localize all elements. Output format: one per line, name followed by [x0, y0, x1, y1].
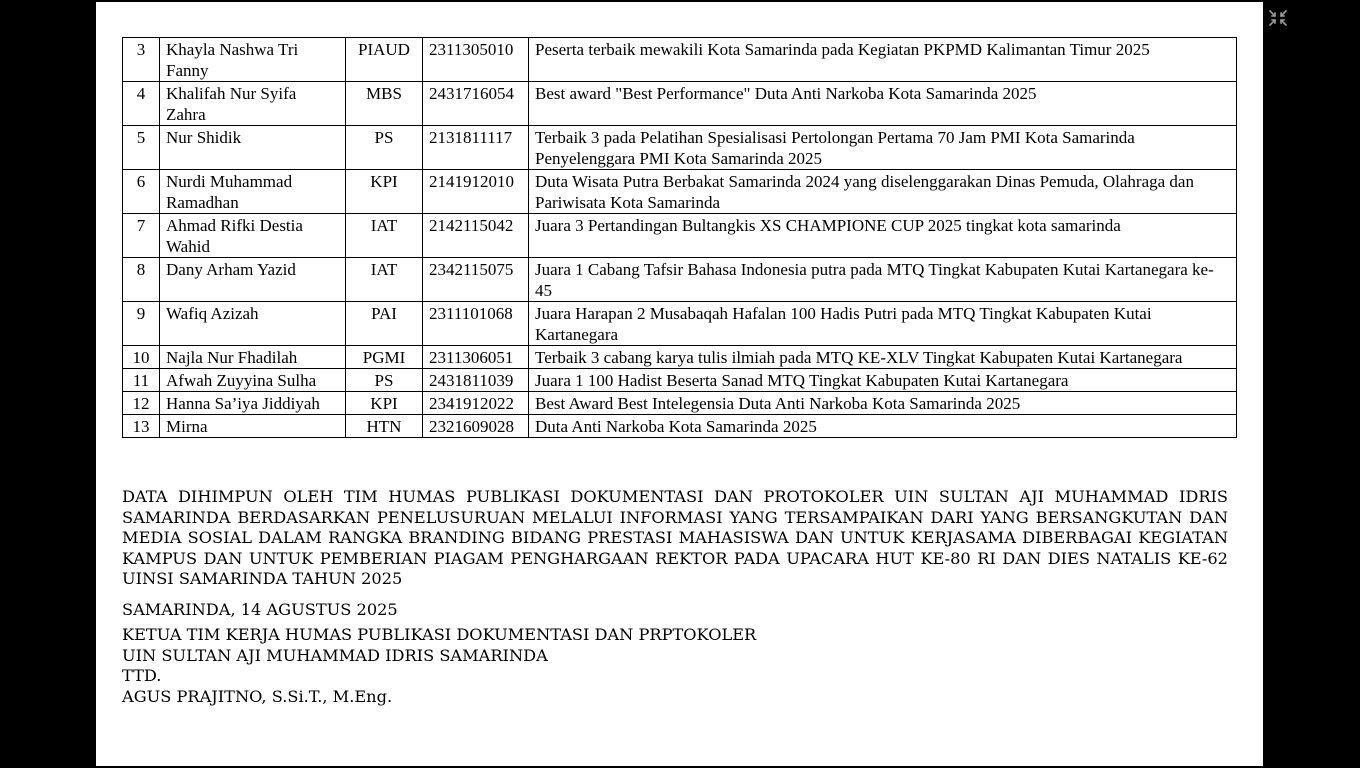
cell-name: Mirna — [160, 415, 346, 438]
cell-prodi: PS — [346, 369, 423, 392]
cell-name: Khalifah Nur Syifa Zahra — [160, 82, 346, 126]
cell-name: Khayla Nashwa Tri Fanny — [160, 38, 346, 82]
cell-award: Duta Wisata Putra Berbakat Samarinda 2024 yang diselenggarakan Dinas Pemuda, Olahraga dan Pariwisata Kota Samarinda — [529, 170, 1237, 214]
document-date: SAMARINDA, 14 AGUSTUS 2025 — [122, 600, 398, 619]
cell-name: Afwah Zuyyina Sulha — [160, 369, 346, 392]
cell-nim: 2321609028 — [423, 415, 529, 438]
table-row — [123, 392, 1237, 415]
cell-no: 3 — [123, 38, 160, 82]
table-row — [123, 82, 1237, 126]
cell-name: Nur Shidik — [160, 126, 346, 170]
cell-no: 6 — [123, 170, 160, 214]
table-row — [123, 170, 1237, 214]
cell-prodi: KPI — [346, 392, 423, 415]
cell-prodi: HTN — [346, 415, 423, 438]
table-row — [123, 369, 1237, 392]
cell-prodi: MBS — [346, 82, 423, 126]
table-row — [123, 38, 1237, 82]
document-page — [96, 2, 1263, 766]
cell-nim: 2431716054 — [423, 82, 529, 126]
cell-nim: 2141912010 — [423, 170, 529, 214]
cell-name: Hanna Sa’iya Jiddiyah — [160, 392, 346, 415]
collapse-fullscreen-button[interactable] — [1268, 9, 1288, 27]
cell-name: Dany Arham Yazid — [160, 258, 346, 302]
cell-no: 4 — [123, 82, 160, 126]
signature-institution: UIN SULTAN AJI MUHAMMAD IDRIS SAMARINDA — [122, 645, 548, 665]
cell-award: Juara 3 Pertandingan Bultangkis XS CHAMPIONE CUP 2025 tingkat kota samarinda — [529, 214, 1237, 258]
table-row — [123, 302, 1237, 346]
cell-award: Best award "Best Performance" Duta Anti Narkoba Kota Samarinda 2025 — [529, 82, 1237, 126]
cell-prodi: KPI — [346, 170, 423, 214]
cell-no: 11 — [123, 369, 160, 392]
cell-no: 8 — [123, 258, 160, 302]
cell-no: 5 — [123, 126, 160, 170]
table-row — [123, 346, 1237, 369]
cell-prodi: IAT — [346, 258, 423, 302]
table-row — [123, 258, 1237, 302]
table-row — [123, 214, 1237, 258]
cell-nim: 2131811117 — [423, 126, 529, 170]
cell-nim: 2341912022 — [423, 392, 529, 415]
cell-nim: 2342115075 — [423, 258, 529, 302]
cell-prodi: PS — [346, 126, 423, 170]
cell-award: Duta Anti Narkoba Kota Samarinda 2025 — [529, 415, 1237, 438]
cell-prodi: PAI — [346, 302, 423, 346]
cell-no: 7 — [123, 214, 160, 258]
collapse-fullscreen-icon — [1268, 9, 1288, 27]
cell-nim: 2311305010 — [423, 38, 529, 82]
cell-nim: 2431811039 — [423, 369, 529, 392]
cell-prodi: PIAUD — [346, 38, 423, 82]
cell-prodi: IAT — [346, 214, 423, 258]
cell-award: Best Award Best Intelegensia Duta Anti Narkoba Kota Samarinda 2025 — [529, 392, 1237, 415]
cell-name: Nurdi Muhammad Ramadhan — [160, 170, 346, 214]
cell-award: Terbaik 3 pada Pelatihan Spesialisasi Pertolongan Pertama 70 Jam PMI Kota Samarinda Penyelenggara PMI Kota Samarinda 2025 — [529, 126, 1237, 170]
achievements-table-body — [123, 38, 1237, 438]
signature-title: KETUA TIM KERJA HUMAS PUBLIKASI DOKUMENTASI DAN PRPTOKOLER — [122, 625, 757, 644]
achievements-table — [122, 37, 1237, 438]
cell-award: Juara 1 Cabang Tafsir Bahasa Indonesia putra pada MTQ Tingkat Kabupaten Kutai Kartanegara ke-45 — [529, 258, 1237, 302]
cell-award: Terbaik 3 cabang karya tulis ilmiah pada MTQ KE-XLV Tingkat Kabupaten Kutai Kartanegara — [529, 346, 1237, 369]
cell-nim: 2142115042 — [423, 214, 529, 258]
cell-no: 12 — [123, 392, 160, 415]
cell-name: Ahmad Rifki Destia Wahid — [160, 214, 346, 258]
cell-award: Juara Harapan 2 Musabaqah Hafalan 100 Hadis Putri pada MTQ Tingkat Kabupaten Kutai Kartanegara — [529, 302, 1237, 346]
cell-name: Najla Nur Fhadilah — [160, 346, 346, 369]
cell-nim: 2311101068 — [423, 302, 529, 346]
table-row — [123, 415, 1237, 438]
cell-no: 9 — [123, 302, 160, 346]
signature-block — [122, 625, 756, 707]
signature-ttd: TTD. — [122, 666, 162, 685]
cell-prodi: PGMI — [346, 346, 423, 369]
cell-no: 10 — [123, 346, 160, 369]
cell-award: Juara 1 100 Hadist Beserta Sanad MTQ Tingkat Kabupaten Kutai Kartanegara — [529, 369, 1237, 392]
signatory-name: AGUS PRAJITNO, S.Si.T., M.Eng. — [122, 686, 393, 706]
cell-name: Wafiq Azizah — [160, 302, 346, 346]
cell-nim: 2311306051 — [423, 346, 529, 369]
data-source-note: DATA DIHIMPUN OLEH TIM HUMAS PUBLIKASI DOKUMENTASI DAN PROTOKOLER UIN SULTAN AJI MUHAMMAD IDRIS SAMARINDA BERDASARKAN PENELUSURUAN MELALUI INFORMASI YANG TERSAMPAIKAN DARI YANG BERSANGKUTAN DAN MEDIA SOSIAL DALAM RANGKA BRANDING BIDANG PRESTASI MAHASISWA DAN UNTUK KERJASAMA DIBERBAGAI KEGIATAN KAMPUS DAN UNTUK PEMBERIAN PIAGAM PENGHARGAAN REKTOR PADA UPACARA HUT KE-80 RI DAN DIES NATALIS KE-62 UINSI SAMARINDA TAHUN 2025 — [122, 487, 1228, 588]
table-row — [123, 126, 1237, 170]
cell-no: 13 — [123, 415, 160, 438]
cell-award: Peserta terbaik mewakili Kota Samarinda pada Kegiatan PKPMD Kalimantan Timur 2025 — [529, 38, 1237, 82]
